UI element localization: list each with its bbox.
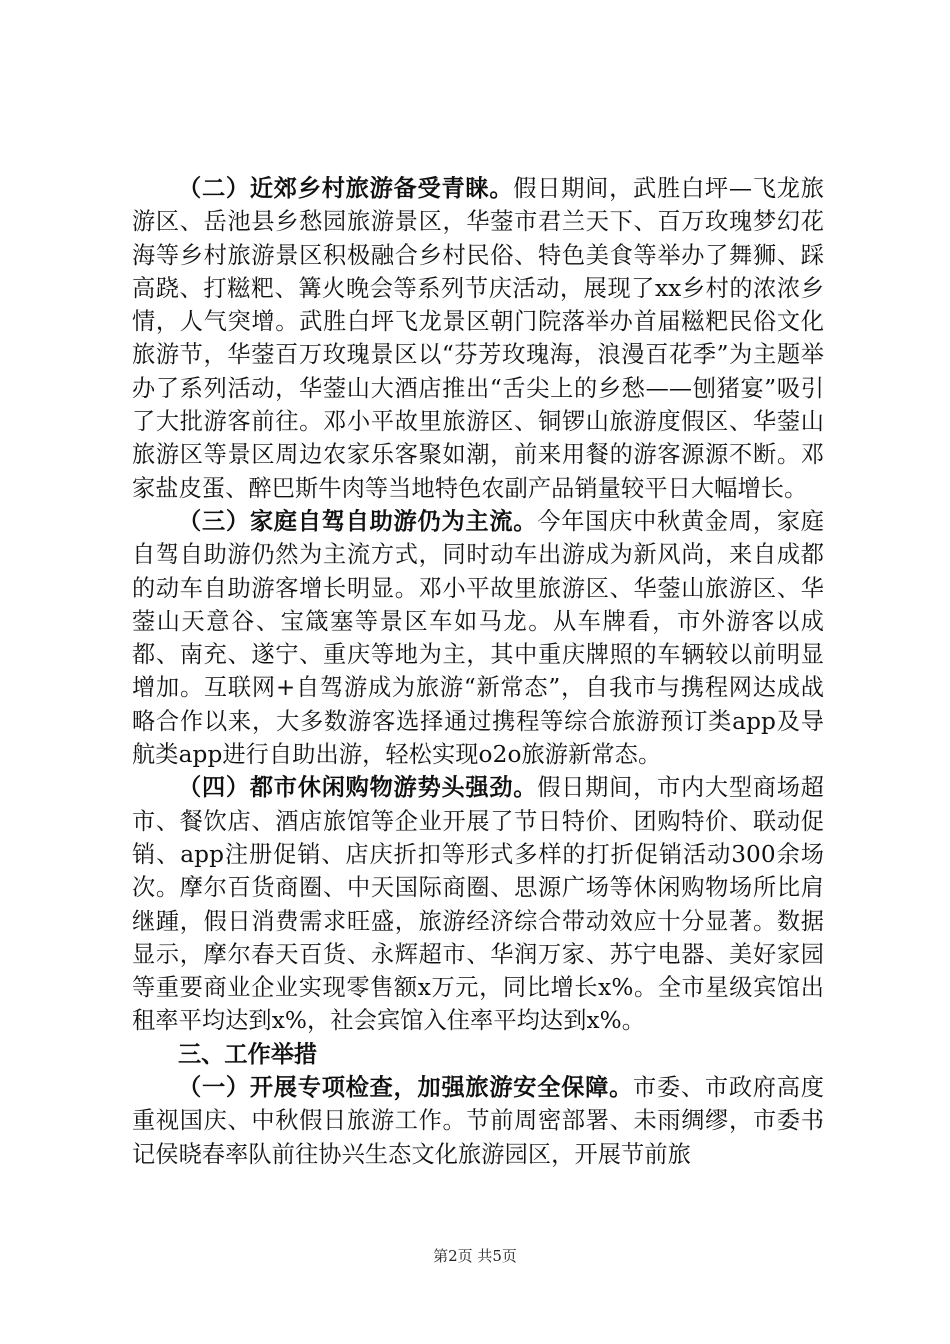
paragraph-text: 假日期间，武胜白坪—飞龙旅游区、岳池县乡愁园旅游景区，华蓥市君兰天下、百万玫瑰梦幻花海等乡村旅游景区积极融合乡村民俗、特色美食等举办了舞狮、踩高跷、打糍粑、篝火晚会等系列节庆活动，展现了xx乡村的浓浓乡情，人气突增。武胜白坪飞龙景区朝门院落举办首届糍粑民俗文化旅游节，华蓥百万玫瑰景区以“芬芳玫瑰海，浪漫百花季”为主题举办了系列活动，华蓥山大酒店推出“舌尖上的乡愁——刨猪宴”吸引了大批游客前往。邓小平故里旅游区、铜锣山旅游度假区、华蓥山旅游区等景区周边农家乐客聚如潮，前来用餐的游客源源不断。邓家盐皮蛋、醉巴斯牛肉等当地特色农副产品销量较平日大幅增长。 bbox=[132, 175, 824, 502]
paragraph-lead: （二）近郊乡村旅游备受青睐。 bbox=[178, 175, 514, 202]
paragraph-text: 今年国庆中秋黄金周，家庭自驾自助游仍然为主流方式，同时动车出游成为新风尚，来自成都的动车自助游客增长明显。邓小平故里旅游区、华蓥山旅游区、华蓥山天意谷、宝箴塞等景区车如马龙。从车牌看，市外游客以成都、南充、遂宁、重庆等地为主，其中重庆牌照的车辆较以前明显增加。互联网+自驾游成为旅游“新常态”，自我市与携程网达成战略合作以来，大多数游客选择通过携程等综合旅游预订类app及导航类app进行自助出游，轻松实现o2o旅游新常态。 bbox=[132, 507, 825, 769]
paragraph-safety-inspection bbox=[132, 1071, 824, 1171]
paragraph-text: 假日期间，市内大型商场超市、餐饮店、酒店旅馆等企业开展了节日特价、团购特价、联动促销、app注册促销、店庆折扣等形式多样的打折促销活动300余场次。摩尔百货商圈、中天国际商圈、思源广场等休闲购物场所比肩继踵，假日消费需求旺盛，旅游经济综合带动效应十分显著。数据显示，摩尔春天百货、永辉超市、华润万家、苏宁电器、美好家园等重要商业企业实现零售额x万元，同比增长x%。全市星级宾馆出租率平均达到x%，社会宾馆入住率平均达到x%。 bbox=[132, 774, 825, 1035]
paragraph-lead: （四）都市休闲购物游势头强劲。 bbox=[178, 774, 538, 802]
paragraph-urban-shopping bbox=[132, 771, 824, 1037]
paragraph-lead: （三）家庭自驾自助游仍为主流。 bbox=[178, 507, 538, 535]
section-heading: 三、工作举措 bbox=[178, 1040, 318, 1068]
paragraph-rural-tourism bbox=[132, 172, 824, 505]
paragraph-lead: （一）开展专项检查，加强旅游安全保障。 bbox=[178, 1074, 634, 1102]
paragraph-text: 市委、市政府高度重视国庆、中秋假日旅游工作。节前周密部署、未雨绸缪，市委书记侯晓春率队前往协兴生态文化旅游园区，开展节前旅 bbox=[132, 1074, 824, 1168]
document-body bbox=[132, 172, 824, 1171]
paragraph-self-drive bbox=[132, 505, 824, 771]
page-number-footer: 第2页 共5页 bbox=[433, 1247, 517, 1265]
